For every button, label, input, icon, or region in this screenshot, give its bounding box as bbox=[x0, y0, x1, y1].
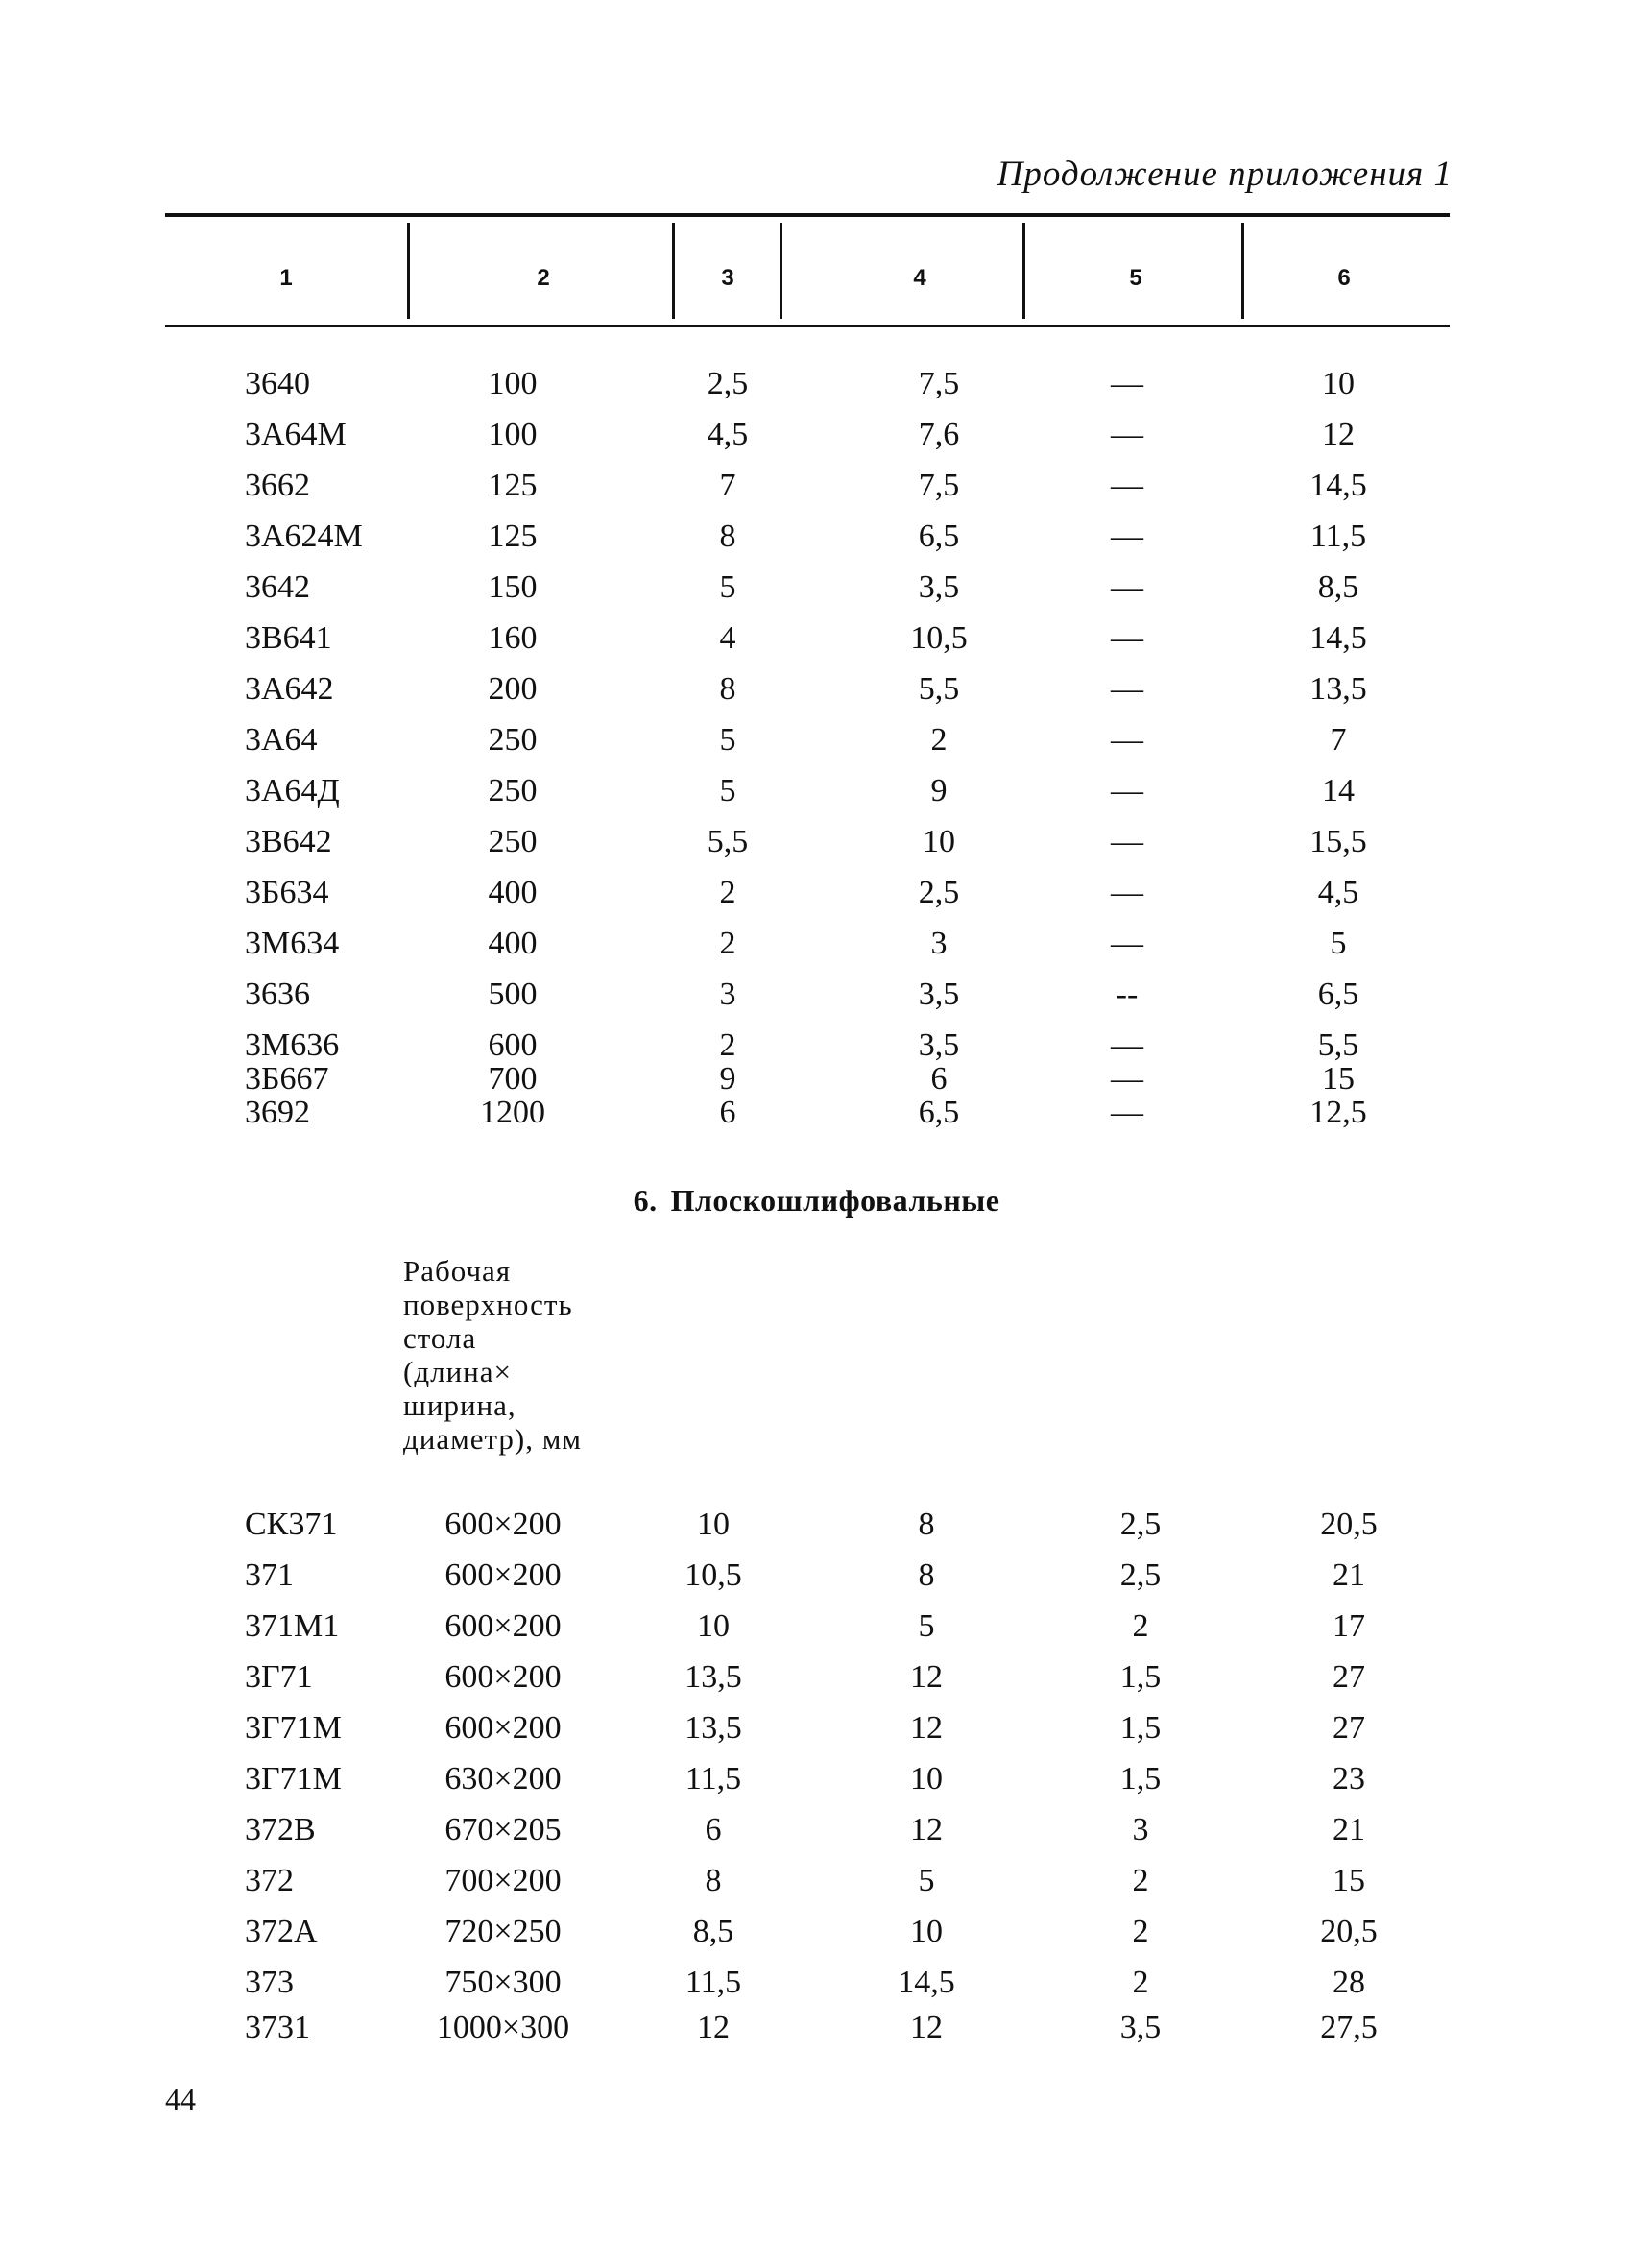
table-cell-col4: 3 bbox=[930, 926, 948, 961]
table-cell-col6: 14 bbox=[1322, 773, 1355, 808]
table-cell-col4: 3,5 bbox=[918, 977, 960, 1012]
table-row bbox=[0, 1060, 1633, 1098]
column-divider bbox=[407, 223, 410, 319]
column-number-1: 1 bbox=[279, 265, 293, 291]
table-cell-col4: 7,6 bbox=[918, 417, 960, 452]
table-row bbox=[0, 1506, 1633, 1544]
table-cell-col3: 5 bbox=[719, 569, 736, 605]
table-header bbox=[165, 213, 1450, 330]
table-cell-col4: 8 bbox=[918, 1557, 935, 1593]
table-cell-col6: 5 bbox=[1330, 926, 1347, 961]
table-cell-col5: 2 bbox=[1132, 1608, 1149, 1644]
column2-label bbox=[403, 1254, 582, 1456]
table-cell-col3: 8 bbox=[705, 1863, 722, 1898]
table-cell-col1: 3642 bbox=[245, 569, 310, 605]
table-cell-col6: 11,5 bbox=[1309, 519, 1367, 554]
table-cell-col2: 700×200 bbox=[444, 1863, 562, 1898]
table-row bbox=[0, 2009, 1633, 2047]
table-cell-col1: 3В641 bbox=[245, 620, 332, 656]
table-row bbox=[0, 823, 1633, 861]
table-cell-col4: 10 bbox=[910, 1761, 943, 1797]
table-cell-col3: 4 bbox=[719, 620, 736, 656]
table-cell-col2: 200 bbox=[488, 671, 538, 707]
table-row bbox=[0, 721, 1633, 760]
table-cell-col4: 10 bbox=[923, 824, 955, 859]
table-cell-col3: 2,5 bbox=[707, 366, 749, 401]
table-row bbox=[0, 772, 1633, 810]
table-cell-col1: 3Б634 bbox=[245, 875, 329, 910]
table-cell-col3: 8,5 bbox=[692, 1914, 734, 1949]
column-divider bbox=[1022, 223, 1025, 319]
table-cell-col2: 500 bbox=[488, 977, 538, 1012]
table-cell-col6: 28 bbox=[1333, 1965, 1365, 2000]
table-cell-col2: 125 bbox=[488, 519, 538, 554]
table-cell-col5: — bbox=[1111, 519, 1143, 554]
table-cell-col5: — bbox=[1111, 773, 1143, 808]
table-cell-col5: 1,5 bbox=[1119, 1761, 1162, 1797]
table-cell-col6: 12 bbox=[1322, 417, 1355, 452]
table-cell-col5: — bbox=[1111, 722, 1143, 758]
table-cell-col2: 600×200 bbox=[444, 1557, 562, 1593]
table-cell-col6: 14,5 bbox=[1309, 468, 1367, 503]
table-cell-col1: 3731 bbox=[245, 2010, 310, 2045]
table-cell-col4: 5 bbox=[918, 1608, 935, 1644]
table-cell-col2: 1000×300 bbox=[436, 2010, 570, 2045]
table-cell-col6: 27,5 bbox=[1320, 2010, 1378, 2045]
table-cell-col5: 2 bbox=[1132, 1863, 1149, 1898]
table-cell-col1: 3Б667 bbox=[245, 1061, 329, 1097]
table-cell-col1: 373 bbox=[245, 1965, 294, 2000]
table-cell-col6: 20,5 bbox=[1320, 1914, 1378, 1949]
table-cell-col5: 3 bbox=[1132, 1812, 1149, 1847]
table-cell-col4: 12 bbox=[910, 1659, 943, 1695]
table-cell-col2: 630×200 bbox=[444, 1761, 562, 1797]
table-cell-col2: 700 bbox=[488, 1061, 538, 1097]
table-cell-col3: 13,5 bbox=[684, 1659, 742, 1695]
table-cell-col6: 17 bbox=[1333, 1608, 1365, 1644]
table-row bbox=[0, 518, 1633, 556]
table-cell-col3: 13,5 bbox=[684, 1710, 742, 1746]
table-row bbox=[0, 568, 1633, 607]
column2-label-line: поверхность bbox=[403, 1288, 573, 1321]
table-cell-col5: 1,5 bbox=[1119, 1659, 1162, 1695]
table-cell-col6: 15,5 bbox=[1309, 824, 1367, 859]
header-rule-top bbox=[165, 213, 1450, 217]
table-cell-col4: 9 bbox=[930, 773, 948, 808]
table-cell-col2: 250 bbox=[488, 824, 538, 859]
table-cell-col2: 670×205 bbox=[444, 1812, 562, 1847]
table-cell-col5: 3,5 bbox=[1119, 2010, 1162, 2045]
table-cell-col2: 100 bbox=[488, 366, 538, 401]
table-cell-col6: 20,5 bbox=[1320, 1507, 1378, 1542]
table-cell-col2: 600×200 bbox=[444, 1507, 562, 1542]
table-cell-col2: 250 bbox=[488, 773, 538, 808]
table-cell-col6: 13,5 bbox=[1309, 671, 1367, 707]
table-cell-col1: СК371 bbox=[245, 1507, 338, 1542]
table-cell-col6: 23 bbox=[1333, 1761, 1365, 1797]
table-row bbox=[0, 1026, 1633, 1065]
column2-label-line: ширина, bbox=[403, 1388, 516, 1422]
table-cell-col2: 600 bbox=[488, 1027, 538, 1063]
table-row bbox=[0, 1556, 1633, 1595]
table-cell-col2: 125 bbox=[488, 468, 538, 503]
table-cell-col1: 3636 bbox=[245, 977, 310, 1012]
column-divider bbox=[672, 223, 675, 319]
table-row bbox=[0, 1964, 1633, 2002]
table-cell-col1: 372 bbox=[245, 1863, 294, 1898]
table-row bbox=[0, 1760, 1633, 1798]
table-cell-col2: 250 bbox=[488, 722, 538, 758]
table-cell-col5: — bbox=[1111, 875, 1143, 910]
table-cell-col5: — bbox=[1111, 366, 1143, 401]
table-cell-col6: 8,5 bbox=[1317, 569, 1359, 605]
column-number-4: 4 bbox=[913, 265, 926, 291]
table-cell-col3: 6 bbox=[705, 1812, 722, 1847]
table-cell-col3: 10 bbox=[697, 1507, 730, 1542]
column-number-6: 6 bbox=[1337, 265, 1351, 291]
table-cell-col2: 750×300 bbox=[444, 1965, 562, 2000]
table-cell-col2: 400 bbox=[488, 926, 538, 961]
table-row bbox=[0, 619, 1633, 658]
table-cell-col1: 3Г71М bbox=[245, 1710, 342, 1746]
table-cell-col4: 10 bbox=[910, 1914, 943, 1949]
column-divider bbox=[1241, 223, 1244, 319]
column-number-2: 2 bbox=[537, 265, 550, 291]
section-number: 6. bbox=[633, 1183, 658, 1218]
table-cell-col6: 5,5 bbox=[1317, 1027, 1359, 1063]
table-cell-col5: 2,5 bbox=[1119, 1557, 1162, 1593]
table-cell-col3: 3 bbox=[719, 977, 736, 1012]
table-cell-col5: — bbox=[1111, 671, 1143, 707]
section-name: Плоскошлифовальные bbox=[670, 1183, 1000, 1218]
table-cell-col2: 600×200 bbox=[444, 1710, 562, 1746]
table-cell-col2: 600×200 bbox=[444, 1659, 562, 1695]
table-cell-col6: 6,5 bbox=[1317, 977, 1359, 1012]
header-rule-bottom bbox=[165, 325, 1450, 327]
table-cell-col3: 12 bbox=[697, 2010, 730, 2045]
column-number-3: 3 bbox=[721, 265, 734, 291]
table-row bbox=[0, 925, 1633, 963]
table-cell-col3: 10,5 bbox=[684, 1557, 742, 1593]
table-cell-col2: 600×200 bbox=[444, 1608, 562, 1644]
table-cell-col1: 372А bbox=[245, 1914, 318, 1949]
table-cell-col6: 14,5 bbox=[1309, 620, 1367, 656]
table-cell-col1: 3А64Д bbox=[245, 773, 340, 808]
table-cell-col6: 15 bbox=[1333, 1863, 1365, 1898]
table-cell-col6: 12,5 bbox=[1309, 1095, 1367, 1130]
table-cell-col4: 5,5 bbox=[918, 671, 960, 707]
table-row bbox=[0, 1709, 1633, 1748]
table-cell-col2: 160 bbox=[488, 620, 538, 656]
table-cell-col3: 10 bbox=[697, 1608, 730, 1644]
column2-label-line: диаметр), мм bbox=[403, 1422, 582, 1456]
section-title bbox=[0, 1183, 1633, 1218]
table-cell-col1: 3А64М bbox=[245, 417, 347, 452]
table-cell-col3: 7 bbox=[719, 468, 736, 503]
table-cell-col5: 2 bbox=[1132, 1965, 1149, 2000]
table-row bbox=[0, 1913, 1633, 1951]
table-cell-col1: 3А624М bbox=[245, 519, 363, 554]
table-row bbox=[0, 1658, 1633, 1697]
running-head: Продолжение приложения 1 bbox=[997, 155, 1453, 194]
column-divider bbox=[780, 223, 782, 319]
table-row bbox=[0, 1811, 1633, 1849]
table-cell-col2: 150 bbox=[488, 569, 538, 605]
table-cell-col4: 3,5 bbox=[918, 569, 960, 605]
table-cell-col2: 720×250 bbox=[444, 1914, 562, 1949]
table-row bbox=[0, 365, 1633, 403]
table-cell-col4: 7,5 bbox=[918, 468, 960, 503]
table-row bbox=[0, 1862, 1633, 1900]
table-cell-col3: 9 bbox=[719, 1061, 736, 1097]
table-cell-col5: — bbox=[1111, 1095, 1143, 1130]
table-cell-col3: 2 bbox=[719, 926, 736, 961]
table-cell-col3: 8 bbox=[719, 671, 736, 707]
table-cell-col4: 14,5 bbox=[898, 1965, 955, 2000]
table-cell-col6: 15 bbox=[1322, 1061, 1355, 1097]
table-cell-col4: 6 bbox=[930, 1061, 948, 1097]
table-cell-col6: 27 bbox=[1333, 1710, 1365, 1746]
table-cell-col4: 12 bbox=[910, 1710, 943, 1746]
table-cell-col5: — bbox=[1111, 1061, 1143, 1097]
table-cell-col4: 10,5 bbox=[910, 620, 968, 656]
table-cell-col3: 5,5 bbox=[707, 824, 749, 859]
table-cell-col3: 5 bbox=[719, 773, 736, 808]
table-cell-col3: 11,5 bbox=[684, 1761, 742, 1797]
page-number: 44 bbox=[165, 2082, 196, 2116]
table-cell-col1: 372В bbox=[245, 1812, 316, 1847]
table-cell-col5: — bbox=[1111, 926, 1143, 961]
table-cell-col3: 8 bbox=[719, 519, 736, 554]
column2-label-line: Рабочая bbox=[403, 1254, 512, 1288]
table-cell-col4: 5 bbox=[918, 1863, 935, 1898]
table-row bbox=[0, 1607, 1633, 1646]
table-cell-col1: 3692 bbox=[245, 1095, 310, 1130]
table-cell-col4: 2,5 bbox=[918, 875, 960, 910]
table-cell-col1: 3640 bbox=[245, 366, 310, 401]
table-row bbox=[0, 874, 1633, 912]
table-cell-col3: 4,5 bbox=[707, 417, 749, 452]
table-cell-col6: 4,5 bbox=[1317, 875, 1359, 910]
table-row bbox=[0, 976, 1633, 1014]
table-cell-col5: — bbox=[1111, 620, 1143, 656]
table-cell-col6: 21 bbox=[1333, 1812, 1365, 1847]
table-cell-col6: 7 bbox=[1330, 722, 1347, 758]
table-cell-col4: 6,5 bbox=[918, 519, 960, 554]
table-cell-col4: 6,5 bbox=[918, 1095, 960, 1130]
table-cell-col5: — bbox=[1111, 417, 1143, 452]
table-cell-col5: — bbox=[1111, 468, 1143, 503]
table-cell-col1: 3А642 bbox=[245, 671, 334, 707]
table-cell-col4: 7,5 bbox=[918, 366, 960, 401]
table-cell-col1: 3В642 bbox=[245, 824, 332, 859]
table-cell-col4: 3,5 bbox=[918, 1027, 960, 1063]
column2-label-line: стола bbox=[403, 1321, 477, 1355]
table-cell-col4: 12 bbox=[910, 1812, 943, 1847]
table-cell-col5: -- bbox=[1116, 977, 1139, 1012]
table-row bbox=[0, 467, 1633, 505]
table-row bbox=[0, 670, 1633, 709]
table-cell-col3: 6 bbox=[719, 1095, 736, 1130]
table-cell-col1: 3М634 bbox=[245, 926, 340, 961]
table-row bbox=[0, 1094, 1633, 1132]
table-cell-col4: 2 bbox=[930, 722, 948, 758]
table-cell-col3: 2 bbox=[719, 1027, 736, 1063]
table-cell-col3: 11,5 bbox=[684, 1965, 742, 2000]
table-cell-col1: 3А64 bbox=[245, 722, 318, 758]
table-cell-col4: 8 bbox=[918, 1507, 935, 1542]
table-cell-col2: 400 bbox=[488, 875, 538, 910]
table-cell-col5: 1,5 bbox=[1119, 1710, 1162, 1746]
table-cell-col1: 3Г71М bbox=[245, 1761, 342, 1797]
table-cell-col5: 2,5 bbox=[1119, 1507, 1162, 1542]
table-cell-col1: 3М636 bbox=[245, 1027, 340, 1063]
table-cell-col1: 371М1 bbox=[245, 1608, 340, 1644]
table-cell-col2: 100 bbox=[488, 417, 538, 452]
table-cell-col3: 5 bbox=[719, 722, 736, 758]
table-cell-col2: 1200 bbox=[480, 1095, 545, 1130]
table-cell-col5: — bbox=[1111, 569, 1143, 605]
column2-label-line: (длина× bbox=[403, 1355, 512, 1388]
table-cell-col6: 21 bbox=[1333, 1557, 1365, 1593]
table-cell-col6: 10 bbox=[1322, 366, 1355, 401]
table-cell-col4: 12 bbox=[910, 2010, 943, 2045]
table-cell-col1: 3662 bbox=[245, 468, 310, 503]
table-cell-col1: 3Г71 bbox=[245, 1659, 313, 1695]
table-cell-col1: 371 bbox=[245, 1557, 294, 1593]
table-row bbox=[0, 416, 1633, 454]
table-cell-col5: 2 bbox=[1132, 1914, 1149, 1949]
column-number-5: 5 bbox=[1129, 265, 1142, 291]
table-cell-col6: 27 bbox=[1333, 1659, 1365, 1695]
table-cell-col3: 2 bbox=[719, 875, 736, 910]
table-cell-col5: — bbox=[1111, 824, 1143, 859]
table-cell-col5: — bbox=[1111, 1027, 1143, 1063]
